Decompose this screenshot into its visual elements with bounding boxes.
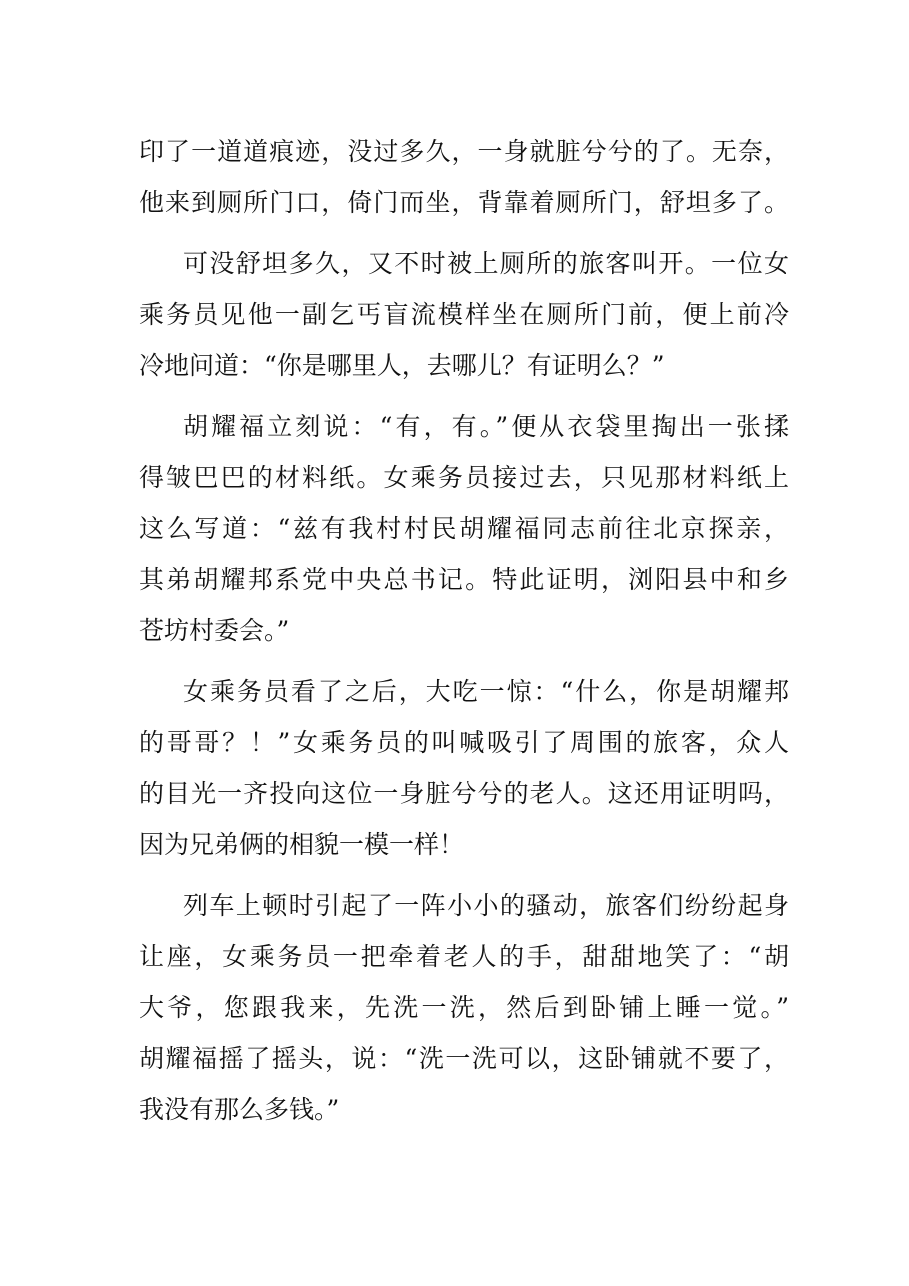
text-line: 他来到厕所门口，倚门而坐，背靠着厕所门，舒坦多了。 <box>139 188 789 217</box>
text-line: 女乘务员看了之后，大吃一惊：“什么，你是胡耀邦 <box>183 677 789 706</box>
text-line: 因为兄弟俩的相貌一模一样！ <box>139 830 465 859</box>
text-line: 我没有那么多钱。” <box>139 1095 340 1124</box>
text-line: 得皱巴巴的材料纸。女乘务员接过去，只见那材料纸上 <box>139 463 789 492</box>
body-text <box>139 126 789 1135</box>
text-line: 大爷，您跟我来，先洗一洗，然后到卧铺上睡一觉。” <box>139 993 789 1022</box>
paragraph-4 <box>139 666 789 870</box>
text-line: 列车上顿时引起了一阵小小的骚动，旅客们纷纷起身 <box>183 891 789 920</box>
text-line: 胡耀福立刻说：“有，有。”便从衣袋里掏出一张揉 <box>183 412 789 441</box>
text-line: 胡耀福摇了摇头，说：“洗一洗可以，这卧铺就不要了， <box>139 1044 789 1073</box>
paragraph-5 <box>139 880 789 1135</box>
text-line: 这么写道：“兹有我村村民胡耀福同志前往北京探亲， <box>139 514 789 543</box>
text-line: 乘务员见他一副乞丐盲流模样坐在厕所门前，便上前冷 <box>139 300 789 329</box>
text-line: 其弟胡耀邦系党中央总书记。特此证明，浏阳县中和乡 <box>139 565 789 594</box>
text-line: 冷地问道：“你是哪里人，去哪儿？有证明么？” <box>139 351 665 380</box>
text-line: 让座，女乘务员一把牵着老人的手，甜甜地笑了：“胡 <box>139 942 789 971</box>
text-line: 的哥哥？！”女乘务员的叫喊吸引了周围的旅客，众人 <box>139 728 789 757</box>
text-line: 苍坊村委会。” <box>139 616 290 645</box>
paragraph-3 <box>139 401 789 656</box>
text-line: 可没舒坦多久，又不时被上厕所的旅客叫开。一位女 <box>183 249 789 278</box>
paragraph-1 <box>139 126 789 228</box>
text-line: 的目光一齐投向这位一身脏兮兮的老人。这还用证明吗， <box>139 779 789 808</box>
text-line: 印了一道道痕迹，没过多久，一身就脏兮兮的了。无奈， <box>139 137 789 166</box>
paragraph-2 <box>139 238 789 391</box>
